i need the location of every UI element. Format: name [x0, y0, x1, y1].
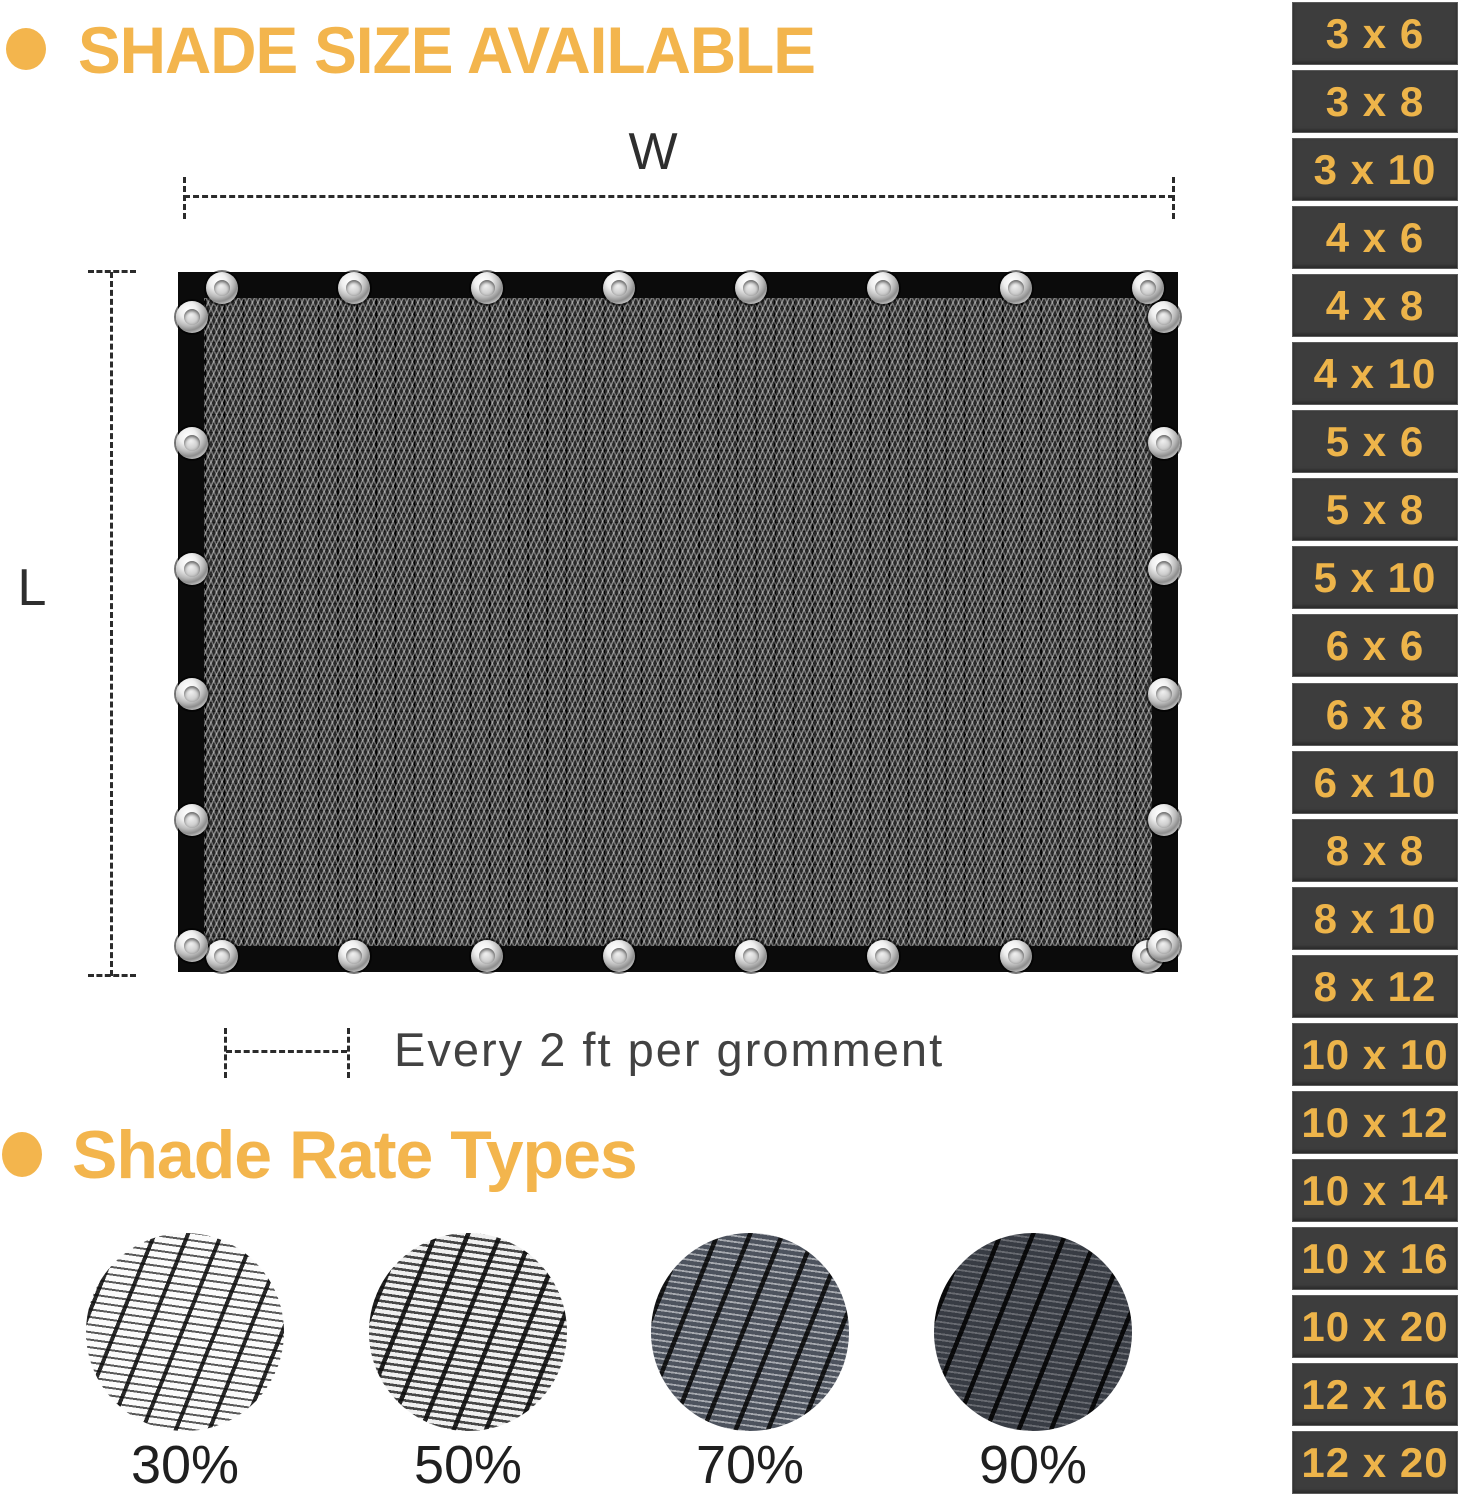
shade-rate-swatch-50 — [369, 1233, 567, 1431]
grommet-icon — [471, 940, 503, 972]
grommet-icon — [1148, 804, 1180, 836]
length-dimension-tick-bottom — [88, 974, 136, 977]
width-dimension-line — [184, 195, 1174, 198]
size-option: 10 x 12 — [1292, 1091, 1458, 1154]
shade-rate-label: 50% — [413, 1435, 523, 1495]
size-option: 6 x 10 — [1292, 751, 1458, 814]
size-option: 4 x 8 — [1292, 274, 1458, 337]
shade-rate-label: 70% — [695, 1435, 805, 1495]
size-option: 10 x 14 — [1292, 1159, 1458, 1222]
size-option: 6 x 6 — [1292, 614, 1458, 677]
grommet-icon — [471, 272, 503, 304]
grommet-icon — [603, 272, 635, 304]
rate-section-title: Shade Rate Types — [72, 1117, 637, 1193]
size-option: 12 x 20 — [1292, 1431, 1458, 1494]
grommet-icon — [206, 272, 238, 304]
size-option: 5 x 8 — [1292, 478, 1458, 541]
grommet-icon — [176, 553, 208, 585]
size-option: 3 x 8 — [1292, 70, 1458, 133]
grommet-icon — [1148, 930, 1180, 962]
shade-rate-swatch-30 — [86, 1233, 284, 1431]
grommet-icon — [1000, 272, 1032, 304]
grommet-spacing-tick-left — [224, 1028, 227, 1078]
grommet-icon — [176, 301, 208, 333]
shade-rate-label: 90% — [978, 1435, 1088, 1495]
size-section-bullet-icon — [6, 28, 46, 70]
grommet-icon — [735, 272, 767, 304]
grommet-icon — [1148, 301, 1180, 333]
grommet-icon — [1148, 553, 1180, 585]
grommet-icon — [1148, 678, 1180, 710]
width-dimension-label: W — [628, 123, 678, 181]
grommet-icon — [176, 930, 208, 962]
grommet-icon — [206, 940, 238, 972]
size-option: 8 x 12 — [1292, 955, 1458, 1018]
grommet-spacing-tick-right — [347, 1028, 350, 1078]
shade-rate-label: 30% — [130, 1435, 240, 1495]
grommet-icon — [867, 940, 899, 972]
size-option: 4 x 6 — [1292, 206, 1458, 269]
size-option: 8 x 10 — [1292, 887, 1458, 950]
grommet-icon — [1000, 940, 1032, 972]
size-option: 3 x 10 — [1292, 138, 1458, 201]
length-dimension-line — [110, 272, 113, 976]
mesh-texture — [204, 298, 1152, 946]
size-option: 8 x 8 — [1292, 819, 1458, 882]
size-option: 3 x 6 — [1292, 2, 1458, 65]
shade-net-illustration — [178, 272, 1178, 972]
size-option: 12 x 16 — [1292, 1363, 1458, 1426]
grommet-icon — [176, 427, 208, 459]
grommet-icon — [735, 940, 767, 972]
size-option: 5 x 6 — [1292, 410, 1458, 473]
width-dimension-tick-right — [1172, 177, 1175, 219]
shade-rate-swatch-90 — [934, 1233, 1132, 1431]
size-option: 10 x 20 — [1292, 1295, 1458, 1358]
grommet-spacing-note: Every 2 ft per gromment — [394, 1023, 945, 1076]
width-dimension-tick-left — [183, 177, 186, 219]
size-section-title: SHADE SIZE AVAILABLE — [78, 13, 816, 87]
length-dimension-tick-top — [88, 270, 136, 273]
length-dimension-label: L — [17, 559, 47, 617]
grommet-icon — [1132, 272, 1164, 304]
grommet-icon — [603, 940, 635, 972]
size-option: 4 x 10 — [1292, 342, 1458, 405]
grommet-icon — [338, 940, 370, 972]
size-option: 5 x 10 — [1292, 546, 1458, 609]
rate-section-bullet-icon — [2, 1132, 42, 1177]
grommet-spacing-line — [226, 1050, 347, 1053]
grommet-icon — [1148, 427, 1180, 459]
size-option-list — [1292, 0, 1458, 1500]
grommet-icon — [176, 804, 208, 836]
size-option: 10 x 16 — [1292, 1227, 1458, 1290]
size-option: 6 x 8 — [1292, 683, 1458, 746]
size-option: 10 x 10 — [1292, 1023, 1458, 1086]
shade-rate-swatch-70 — [651, 1233, 849, 1431]
